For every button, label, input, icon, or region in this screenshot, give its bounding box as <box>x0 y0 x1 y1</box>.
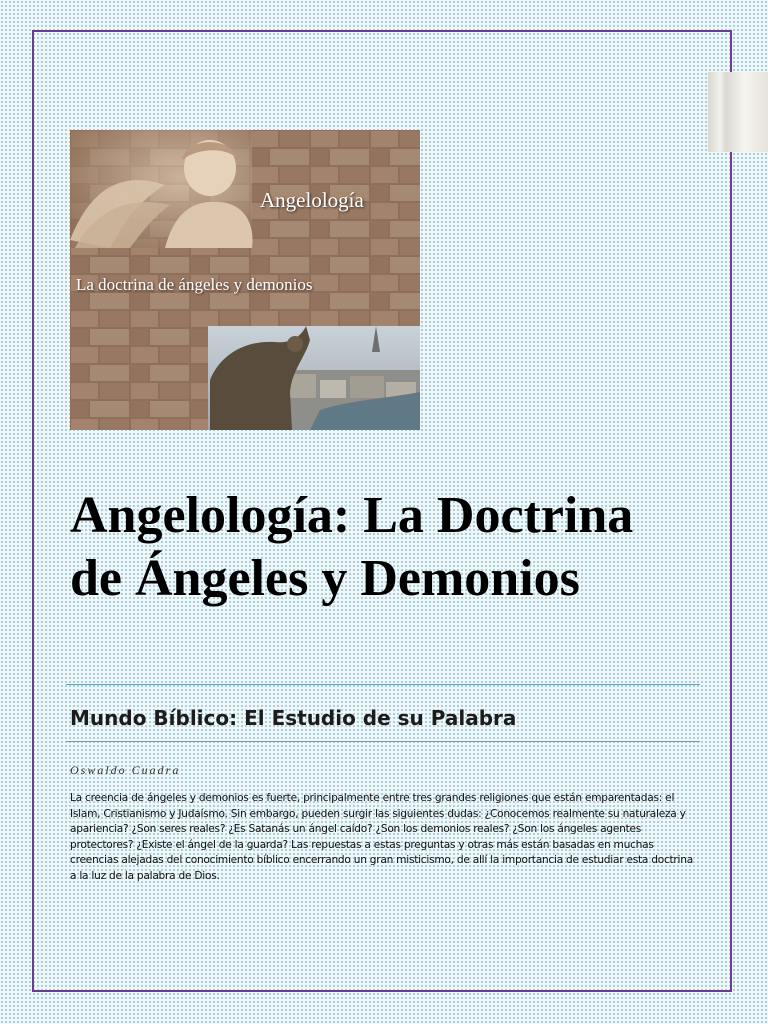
subtitle-divider <box>66 741 700 742</box>
angel-figure <box>70 130 253 248</box>
document-subtitle: Mundo Bíblico: El Estudio de su Palabra <box>70 706 517 730</box>
cover-image <box>70 130 420 430</box>
cover-subtitle: La doctrina de ángeles y demonios <box>76 275 313 294</box>
page-tab-decoration <box>708 72 768 152</box>
abstract-text: La creencia de ángeles y demonios es fuerte, principalmente entre tres grandes religiones que están emparentadas: el Islam, Cristianismo y Judaísmo. Sin embargo, pueden surgir las siguientes dudas: ¿Conocemos realmente su naturaleza y apariencia? ¿Son seres reales? ¿Es Satanás un ángel caído? ¿Son los demonios reales? ¿Son los ángeles agentes protectores? ¿Existe el ángel de la guarda? Las repuestas a estas preguntas y otras más están basadas en muchas creencias alejadas del conocimiento bíblico encerrando un gran misticismo, de allí la importancia de estudiar esta doctrina a la luz de la palabra de Dios. <box>70 792 693 882</box>
cover-title: Angelología <box>260 188 364 212</box>
author-name: Oswaldo Cuadra <box>70 763 181 777</box>
gargoyle-cityscape <box>208 326 420 430</box>
title-divider <box>66 684 700 685</box>
document-title: Angelología: La Doctrina de Ángeles y Demonios <box>70 487 634 607</box>
